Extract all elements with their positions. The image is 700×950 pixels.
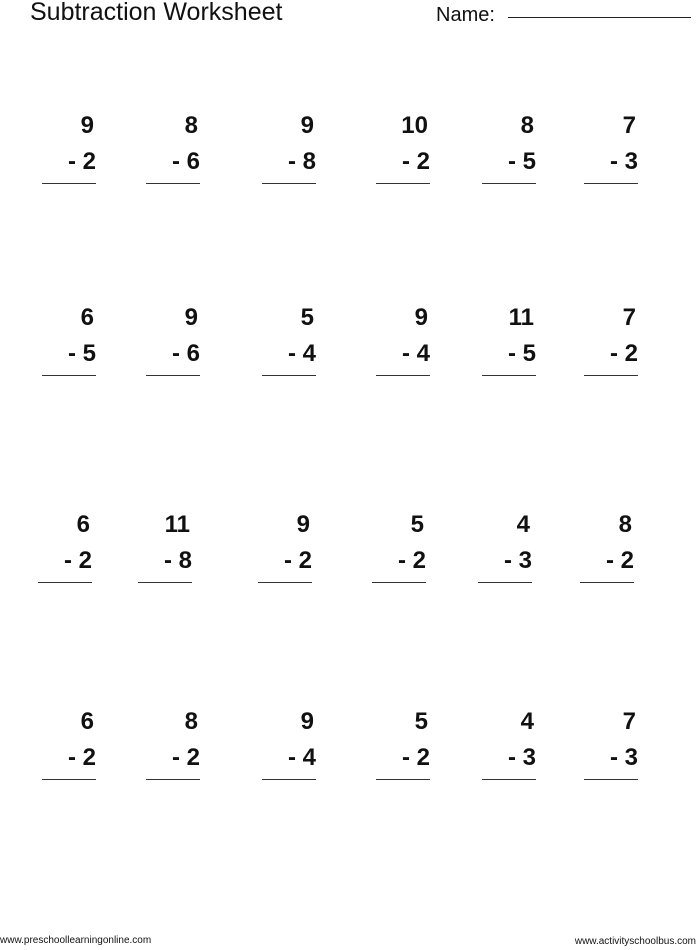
- subtrahend: - 8: [163, 547, 192, 574]
- answer-line[interactable]: [258, 582, 312, 583]
- minuend: 7: [622, 112, 636, 139]
- problem: [482, 112, 554, 202]
- subtrahend: - 4: [287, 340, 316, 367]
- footer-source-right: www.activityschoolbus.com: [574, 936, 696, 947]
- answer-line[interactable]: [580, 582, 634, 583]
- minuend: 8: [520, 112, 534, 139]
- name-label: Name:: [436, 4, 495, 26]
- subtrahend: - 8: [287, 148, 316, 175]
- problem: [42, 708, 114, 798]
- subtrahend: - 4: [401, 340, 430, 367]
- answer-line[interactable]: [584, 375, 638, 376]
- answer-line[interactable]: [146, 375, 200, 376]
- problem: [482, 708, 554, 798]
- minuend: 9: [80, 112, 94, 139]
- minuend: 8: [618, 511, 632, 538]
- answer-line[interactable]: [262, 375, 316, 376]
- answer-line[interactable]: [376, 183, 430, 184]
- answer-line[interactable]: [138, 582, 192, 583]
- subtrahend: - 2: [401, 148, 430, 175]
- problem: [258, 511, 330, 601]
- problem: [146, 304, 218, 394]
- subtrahend: - 5: [507, 148, 536, 175]
- minuend: 9: [414, 304, 428, 331]
- problem: [38, 511, 110, 601]
- subtrahend: - 2: [171, 744, 200, 771]
- answer-line[interactable]: [482, 375, 536, 376]
- minuend: 4: [520, 708, 534, 735]
- answer-line[interactable]: [42, 183, 96, 184]
- minuend: 7: [622, 708, 636, 735]
- answer-line[interactable]: [146, 779, 200, 780]
- problem: [146, 112, 218, 202]
- answer-line[interactable]: [478, 582, 532, 583]
- answer-line[interactable]: [38, 582, 92, 583]
- answer-line[interactable]: [42, 375, 96, 376]
- subtrahend: - 3: [503, 547, 532, 574]
- answer-line[interactable]: [262, 183, 316, 184]
- minuend: 11: [164, 511, 190, 538]
- problem: [372, 511, 444, 601]
- answer-line[interactable]: [482, 183, 536, 184]
- answer-line[interactable]: [372, 582, 426, 583]
- problem: [42, 112, 114, 202]
- problem: [584, 708, 656, 798]
- problem: [262, 304, 334, 394]
- problem: [376, 304, 448, 394]
- minuend: 6: [76, 511, 90, 538]
- subtrahend: - 2: [397, 547, 426, 574]
- minuend: 10: [401, 112, 428, 139]
- minuend: 4: [516, 511, 530, 538]
- problem: [478, 511, 550, 601]
- subtrahend: - 2: [67, 744, 96, 771]
- minuend: 5: [410, 511, 424, 538]
- subtrahend: - 5: [67, 340, 96, 367]
- subtrahend: - 3: [609, 148, 638, 175]
- minuend: 9: [300, 112, 314, 139]
- problem: [138, 511, 210, 601]
- problem: [262, 708, 334, 798]
- problem: [376, 112, 448, 202]
- problem: [262, 112, 334, 202]
- subtrahend: - 2: [283, 547, 312, 574]
- minuend: 5: [300, 304, 314, 331]
- problem: [580, 511, 652, 601]
- answer-line[interactable]: [262, 779, 316, 780]
- minuend: 9: [296, 511, 310, 538]
- subtrahend: - 3: [507, 744, 536, 771]
- minuend: 8: [184, 708, 198, 735]
- problem: [42, 304, 114, 394]
- subtrahend: - 4: [287, 744, 316, 771]
- worksheet-title: Subtraction Worksheet: [30, 0, 283, 26]
- subtrahend: - 2: [401, 744, 430, 771]
- minuend: 7: [622, 304, 636, 331]
- subtrahend: - 2: [67, 148, 96, 175]
- answer-line[interactable]: [42, 779, 96, 780]
- minuend: 8: [184, 112, 198, 139]
- answer-line[interactable]: [584, 779, 638, 780]
- minuend: 6: [80, 708, 94, 735]
- subtrahend: - 2: [609, 340, 638, 367]
- problem: [146, 708, 218, 798]
- answer-line[interactable]: [584, 183, 638, 184]
- minuend: 6: [80, 304, 94, 331]
- footer-source-left: www.preschoollearningonline.com: [0, 935, 152, 946]
- minuend: 9: [184, 304, 198, 331]
- problem: [376, 708, 448, 798]
- answer-line[interactable]: [482, 779, 536, 780]
- subtrahend: - 2: [63, 547, 92, 574]
- answer-line[interactable]: [376, 375, 430, 376]
- subtrahend: - 6: [171, 148, 200, 175]
- subtrahend: - 5: [507, 340, 536, 367]
- subtrahend: - 2: [605, 547, 634, 574]
- problem: [482, 304, 554, 394]
- minuend: 5: [414, 708, 428, 735]
- subtrahend: - 6: [171, 340, 200, 367]
- problem: [584, 112, 656, 202]
- problem: [584, 304, 656, 394]
- minuend: 11: [508, 304, 534, 331]
- answer-line[interactable]: [376, 779, 430, 780]
- minuend: 9: [300, 708, 314, 735]
- answer-line[interactable]: [146, 183, 200, 184]
- subtrahend: - 3: [609, 744, 638, 771]
